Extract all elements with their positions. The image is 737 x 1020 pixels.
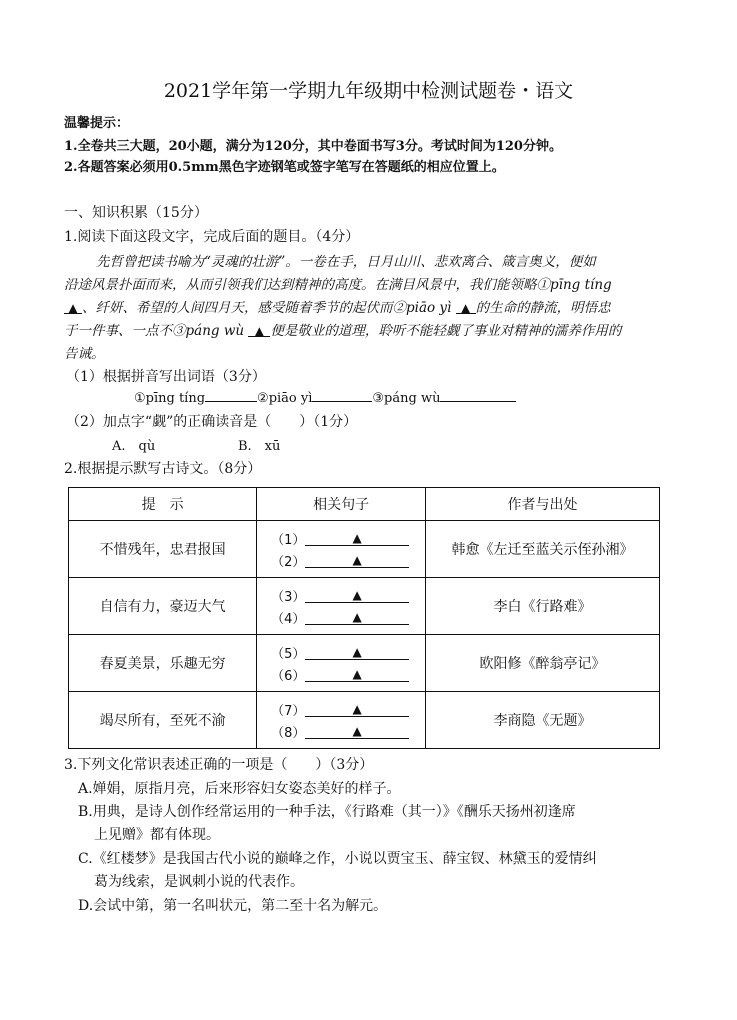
question-3-option-b: B.用典，是诗人创作经常运用的一种手法，《行路难（其一）》《酬乐天扬州初逢席: [78, 804, 576, 820]
blank-number: （5）: [271, 646, 306, 662]
table-row: [69, 635, 660, 692]
blank-number: （6）: [271, 668, 306, 684]
blank-number: （7）: [271, 703, 306, 719]
passage-line-4-a: 于一件事、一点不③páng wù: [64, 323, 245, 339]
question-1-stem: 1.阅读下面这段文字，完成后面的题目。（4分）: [64, 229, 360, 245]
answer-blank[interactable]: ▲: [305, 610, 409, 625]
question-3-option-d: D.会试中第，第一名叫状元，第二至十名为解元。: [78, 898, 388, 914]
row-blanks: [257, 521, 426, 578]
answer-blank-1[interactable]: [205, 389, 257, 402]
question-3-option-b-cont: 上见赠》都有体现。: [94, 827, 220, 843]
passage-line-3: [64, 296, 611, 316]
section-heading: 一、知识积累（15分）: [64, 205, 208, 221]
blank-1-marker: ▲: [64, 301, 82, 314]
answer-blank-2[interactable]: [312, 389, 372, 402]
question-3-stem: 3.下列文化常识表述正确的一项是（ ）（3分）: [64, 757, 374, 773]
passage-line-4: [64, 319, 621, 339]
blank-number: （1）: [271, 532, 306, 548]
question-3-option-a: A.婵娟，原指月亮，后来形容妇女姿态美好的样子。: [78, 781, 401, 797]
blank-number: （4）: [271, 611, 306, 627]
table-row: [69, 692, 660, 749]
option-a: A. qù: [112, 439, 156, 454]
passage-line-4-b: 便是敬业的道理，聆听不能轻觑了事业对精神的濡养作用的: [270, 323, 622, 339]
answer-blank[interactable]: ▲: [305, 588, 409, 603]
passage-line-3-b: 的生命的静流，明悟忠: [475, 300, 611, 316]
blank-2-marker: ▲: [456, 301, 476, 314]
row-source: 李白《行路难》: [426, 578, 660, 635]
question-3-option-c: C.《红楼梦》是我国古代小说的巅峰之作，小说以贾宝玉、薛宝钗、林黛玉的爱情纠: [78, 851, 597, 867]
table-row: [69, 521, 660, 578]
passage-line-5: 告诫。: [64, 346, 105, 362]
row-blanks: [257, 635, 426, 692]
answer-blank-3[interactable]: [440, 389, 516, 402]
blank-number: （8）: [271, 725, 306, 741]
answer-blank[interactable]: ▲: [305, 667, 409, 682]
pinyin-items: [134, 389, 516, 406]
passage-line-3-a: 、纤妍、希望的人间四月天，感受随着季节的起伏而②piāo yì: [82, 300, 452, 316]
notice-line-1: 1.全卷共三大题，20小题，满分为120分，其中卷面书写3分。考试时间为120分钟。: [64, 139, 562, 154]
blank-3-marker: ▲: [248, 324, 270, 337]
question-1-2: （2）加点字“觑”的正确读音是（ ）（1分）: [66, 414, 358, 430]
notice-heading: 温馨提示：: [64, 116, 130, 131]
pinyin-item-2: ②piāo yì: [257, 391, 313, 406]
blank-number: （3）: [271, 589, 306, 605]
row-source: 李商隐《无题》: [426, 692, 660, 749]
answer-blank[interactable]: ▲: [305, 531, 409, 546]
row-source: 欧阳修《醉翁亭记》: [426, 635, 660, 692]
pinyin-item-1: ①pīng tíng: [134, 391, 206, 406]
question-2-stem: 2.根据提示默写古诗文。（8分）: [64, 461, 262, 477]
table-row: [69, 578, 660, 635]
answer-blank[interactable]: ▲: [305, 724, 409, 739]
page-title: 2021学年第一学期九年级期中检测试题卷・语文: [163, 80, 574, 102]
question-1-1: （1）根据拼音写出词语（3分）: [66, 369, 266, 385]
header-sentence: 相关句子: [257, 488, 426, 521]
answer-blank[interactable]: ▲: [305, 553, 409, 568]
row-hint: 不惜残年，忠君报国: [69, 521, 257, 578]
row-hint: 春夏美景，乐趣无穷: [69, 635, 257, 692]
row-hint: 自信有力，豪迈大气: [69, 578, 257, 635]
answer-blank[interactable]: ▲: [305, 645, 409, 660]
notice-line-2: 2.各题答案必须用0.5mm黑色字迹钢笔或签字笔写在答题纸的相应位置上。: [64, 160, 505, 175]
passage-line-1: 先哲曾把读书喻为“灵魂的壮游”。一卷在手，日月山川、悲欢离合、箴言奥义，便如: [96, 254, 596, 270]
row-blanks: [257, 578, 426, 635]
header-source: 作者与出处: [426, 488, 660, 521]
answer-blank[interactable]: ▲: [305, 702, 409, 717]
row-hint: 竭尽所有，至死不渝: [69, 692, 257, 749]
header-hint: 提 示: [69, 488, 257, 521]
pinyin-item-3: ③páng wù: [372, 391, 441, 406]
row-blanks: [257, 692, 426, 749]
blank-number: （2）: [271, 554, 306, 570]
option-b: B. xū: [238, 439, 281, 454]
row-source: 韩愈《左迁至蓝关示侄孙湘》: [426, 521, 660, 578]
table-header-row: [69, 488, 660, 521]
poem-table: [68, 487, 660, 749]
passage-line-2: 沿途风景扑面而来，从而引领我们达到精神的高度。在满目风景中，我们能领略①pīng tíng: [64, 277, 612, 293]
question-3-option-c-cont: 葛为线索，是讽刺小说的代表作。: [94, 874, 304, 890]
